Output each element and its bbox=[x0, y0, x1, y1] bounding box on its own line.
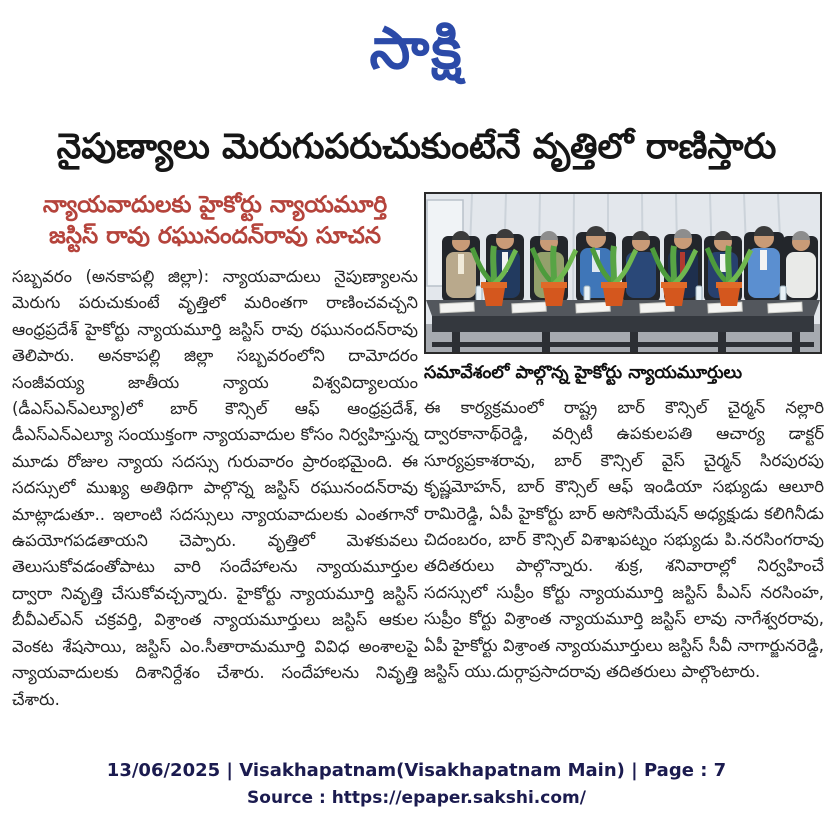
subheadline-line2: జస్టిస్ రావు రఘునందన్‌రావు సూచన bbox=[49, 223, 381, 249]
right-column bbox=[424, 192, 824, 685]
headline: నైపుణ్యాలు మెరుగుపరుచుకుంటేనే వృత్తిలో రాణిస్తారు bbox=[56, 127, 777, 167]
masthead bbox=[0, 6, 833, 90]
article-column-2: ఈ కార్యక్రమంలో రాష్ట్ర బార్ కౌన్సిల్ చైర్మన్ నల్లారి ద్వారకానాథ్‌రెడ్డి, వర్సిటీ ఉపకులపతి ఆచార్య డాక్టర్ సూర్యప్రకాశరావు, బార్ కౌన్సిల్ వైస్ చైర్మన్ సిరపురపు కృష్ణమోహన్, బార్ కౌన్సిల్ ఆఫ్ ఇండియా సభ్యుడు ఆలూరి రామిరెడ్డి, ఏపీ హైకోర్టు బార్ అసోసియేషన్ అధ్యక్షుడు కలిగినీడు చిదంబరం, బార్ కౌన్సిల్ విశాఖపట్నం సభ్యుడు పి.నరసింగరావు తదితరులు పాల్గొన్నారు. శుక్ర, శనివారాల్లో నిర్వహించే సదస్సులో సుప్రీం కోర్టు న్యాయమూర్తి జస్టిస్ పీఎస్ నరసింహ, సుప్రీం కోర్టు విశ్రాంత న్యాయమూర్తి జస్టిస్ లావు నాగేశ్వరరావు, ఏపీ హైకోర్టు విశ్రాంత న్యాయమూర్తులు జస్టిస్ సీవీ నాగార్జునరెడ్డి, జస్టిస్ యు.దుర్గాప్రసాదరావు తదితరులు పాల్గొంటారు. bbox=[424, 398, 824, 682]
footer-dateline: 13/06/2025 | Visakhapatnam(Visakhapatnam Main) | Page : 7 bbox=[106, 760, 727, 781]
footer bbox=[0, 757, 833, 811]
sakshi-logo: సాక్షి bbox=[369, 14, 464, 82]
left-column bbox=[12, 190, 418, 713]
footer-source: Source : https://epaper.sakshi.com/ bbox=[247, 788, 586, 808]
subheadline bbox=[12, 190, 418, 252]
conference-table bbox=[426, 300, 820, 352]
subheadline-line1: న్యాయవాదులకు హైకోర్టు న్యాయమూర్తి bbox=[42, 192, 388, 218]
conference-photo bbox=[424, 192, 822, 354]
photo-caption: సమావేశంలో పాల్గొన్న హైకోర్టు న్యాయమూర్తులు bbox=[424, 363, 742, 383]
article-column-1: సబ్బవరం (అనకాపల్లి జిల్లా): న్యాయవాదులు నైపుణ్యాలను మెరుగు పరుచుకుంటే వృత్తిలో మరింతగా రాణించవచ్చని ఆంధ్రప్రదేశ్ హైకోర్టు న్యాయమూర్తి జస్టిస్ రావు రఘునందన్‌రావు తెలిపారు. అనకాపల్లి జిల్లా సబ్బవరంలోని దామోదరం సంజీవయ్య జాతీయ న్యాయ విశ్వవిద్యాలయం (డీఎస్ఎన్ఎల్యూ)లో బార్ కౌన్సిల్ ఆఫ్ ఆంధ్రప్రదేశ్, డీఎస్ఎన్ఎల్యూ సంయుక్తంగా న్యాయవాదుల కోసం నిర్వహిస్తున్న మూడు రోజుల న్యాయ సదస్సు గురువారం ప్రారంభమైంది. ఈ సదస్సులో ముఖ్య అతిథిగా పాల్గొన్న జస్టిస్ రఘునందన్‌రావు మాట్లాడుతూ.. ఇలాంటి సదస్సులు న్యాయవాదులకు ఎంతగానో ఉపయోగపడతాయని చెప్పారు. వృత్తిలో మెళకువలు తెలుసుకోవడంతోపాటు వారి సందేహాలను న్యాయమూర్తుల ద్వారా నివృత్తి చేసుకోవచ్చన్నారు. హైకోర్టు న్యాయమూర్తి జస్టిస్ బీవీఎల్ఎన్ చక్రవర్తి, విశ్రాంత న్యాయమూర్తులు జస్టిస్ ఆకుల వెంకట శేషసాయి, జస్టిస్ ఎం.సీతారామమూర్తి వివిధ అంశాలపై న్యాయవాదులకు దిశానిర్దేశం చేశారు. సందేహాలను నివృత్తి చేశారు. bbox=[12, 267, 418, 709]
